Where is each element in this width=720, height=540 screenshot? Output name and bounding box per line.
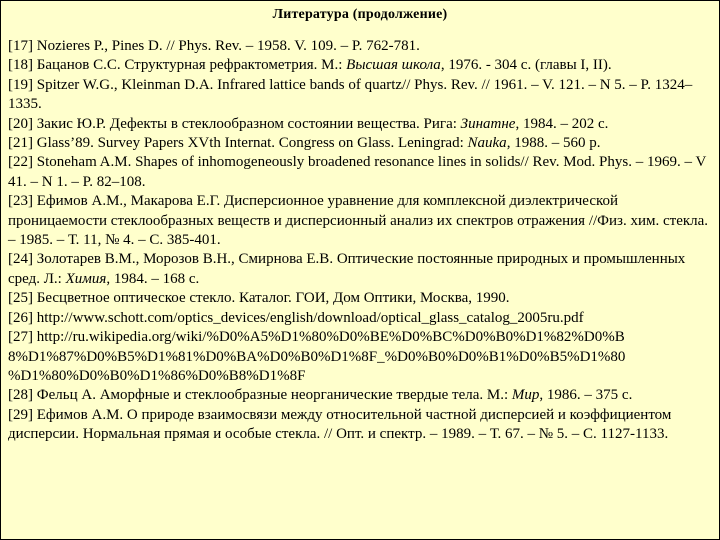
reference-number: [23] xyxy=(8,193,33,210)
reference-number: [25] xyxy=(8,290,33,307)
reference-number: [17] xyxy=(8,38,33,54)
reference-item-17 xyxy=(8,37,716,56)
reference-text: Ефимов А.М. О природе взаимосвязи между относительной частной дисперсией и коэффициентом дисперсии. Нормальная прямая и особые стекла. // Опт. и спектр. – 1989. – Т. 67. – № 5. – С. 1127-1133. xyxy=(8,406,672,443)
reference-text: Бесцветное оптическое стекло. Каталог. ГОИ, Дом Оптики, Москва, 1990. xyxy=(36,290,510,307)
reference-number: [21] xyxy=(8,135,33,152)
reference-number: [19] xyxy=(8,76,33,93)
reference-item-19 xyxy=(8,76,716,115)
reference-item-20 xyxy=(8,115,716,134)
reference-text-end: , 1984. – 168 с. xyxy=(106,270,200,287)
reference-text: Spitzer W.G., Kleinman D.A. Infrared lattice bands of quartz// Phys. Rev. // 1961. – V. 121. – N 5. – P. 1324–1335. xyxy=(8,76,693,113)
reference-text: Бацанов С.С. Структурная рефрактометрия. М.: xyxy=(36,57,347,74)
reference-text-end: , 1988. – 560 p. xyxy=(506,135,601,152)
reference-link[interactable]: http://ru.wikipedia.org/wiki/%D0%A5%D1%80%D0%BE%D0%BC%D0%B0%D1%82%D0%B 8%D1%87%D0%B5%D1%81%D0%BA%D0%B0%D1%8F_%D0%B0%D0%B1%D0%B5%D1%80 %D1%80%D0%B0%D1%86%D0%B8%D1%8F xyxy=(8,329,626,384)
publisher-name: Мир xyxy=(511,387,540,404)
reference-text: Золотарев В.М., Морозов В.Н., Смирнова Е.В. Оптические постоянные природных и промышленных сред. Л.: xyxy=(8,251,686,287)
reference-item-25 xyxy=(8,289,716,308)
reference-text: Glass’89. Survey Papers XVth Internat. Congress on Glass. Leningrad: xyxy=(36,135,468,152)
reference-item-28 xyxy=(8,386,716,405)
reference-number: [29] xyxy=(8,406,33,423)
reference-number: [18] xyxy=(8,57,33,74)
reference-item-24 xyxy=(8,250,716,289)
reference-link[interactable]: http://www.schott.com/optics_devices/english/download/optical_glass_catalog_2005ru.pdf xyxy=(36,309,584,326)
reference-text: Фельц А. Аморфные и стеклообразные неорганические твердые тела. М.: xyxy=(36,387,512,404)
reference-item-18 xyxy=(8,56,716,75)
reference-text-end: , 1976. - 304 с. (главы I, II). xyxy=(440,57,612,74)
reference-number: [20] xyxy=(8,115,33,132)
reference-number: [22] xyxy=(8,154,33,171)
reference-text: Stoneham A.M. Shapes of inhomogeneously broadened resonance lines in solids// Rev. Mod. Phys. – 1969. – V 41. – N 1. – P. 82–108. xyxy=(8,154,707,190)
reference-number: [26] xyxy=(8,309,33,326)
reference-item-21 xyxy=(8,134,716,153)
page-title: Литература (продолжение) xyxy=(272,7,448,22)
reference-item-23 xyxy=(8,192,716,250)
reference-number: [28] xyxy=(8,387,33,404)
reference-item-29 xyxy=(8,406,716,445)
reference-text: Ефимов А.М., Макарова Е.Г. Дисперсионное уравнение для комплексной диэлектрической проницаемости стеклообразных веществ и дисперсионный анализ их спектров отражения //Физ. хим. стекла. – 1985. – Т. 11, № 4. – С. 385-401. xyxy=(8,193,709,249)
reference-text: Nozieres P., Pines D. // Phys. Rev. – 1958. V. 109. – P. 762-781. xyxy=(36,38,420,54)
reference-text: Закис Ю.Р. Дефекты в стеклообразном состоянии вещества. Рига: xyxy=(36,115,461,132)
publisher-name: Химия xyxy=(65,270,107,287)
publisher-name: Nauka xyxy=(467,135,507,152)
publisher-name: Зинатне xyxy=(460,115,516,132)
reference-item-26 xyxy=(8,309,716,328)
reference-item-27 xyxy=(8,328,716,386)
reference-item-22 xyxy=(8,153,716,192)
reference-list xyxy=(8,37,716,445)
reference-text-end: , 1984. – 202 с. xyxy=(515,115,609,132)
publisher-name: Высшая школа xyxy=(346,57,441,74)
reference-number: [24] xyxy=(8,251,33,268)
reference-number: [27] xyxy=(8,329,33,346)
reference-text-end: , 1986. – 375 с. xyxy=(539,387,633,404)
